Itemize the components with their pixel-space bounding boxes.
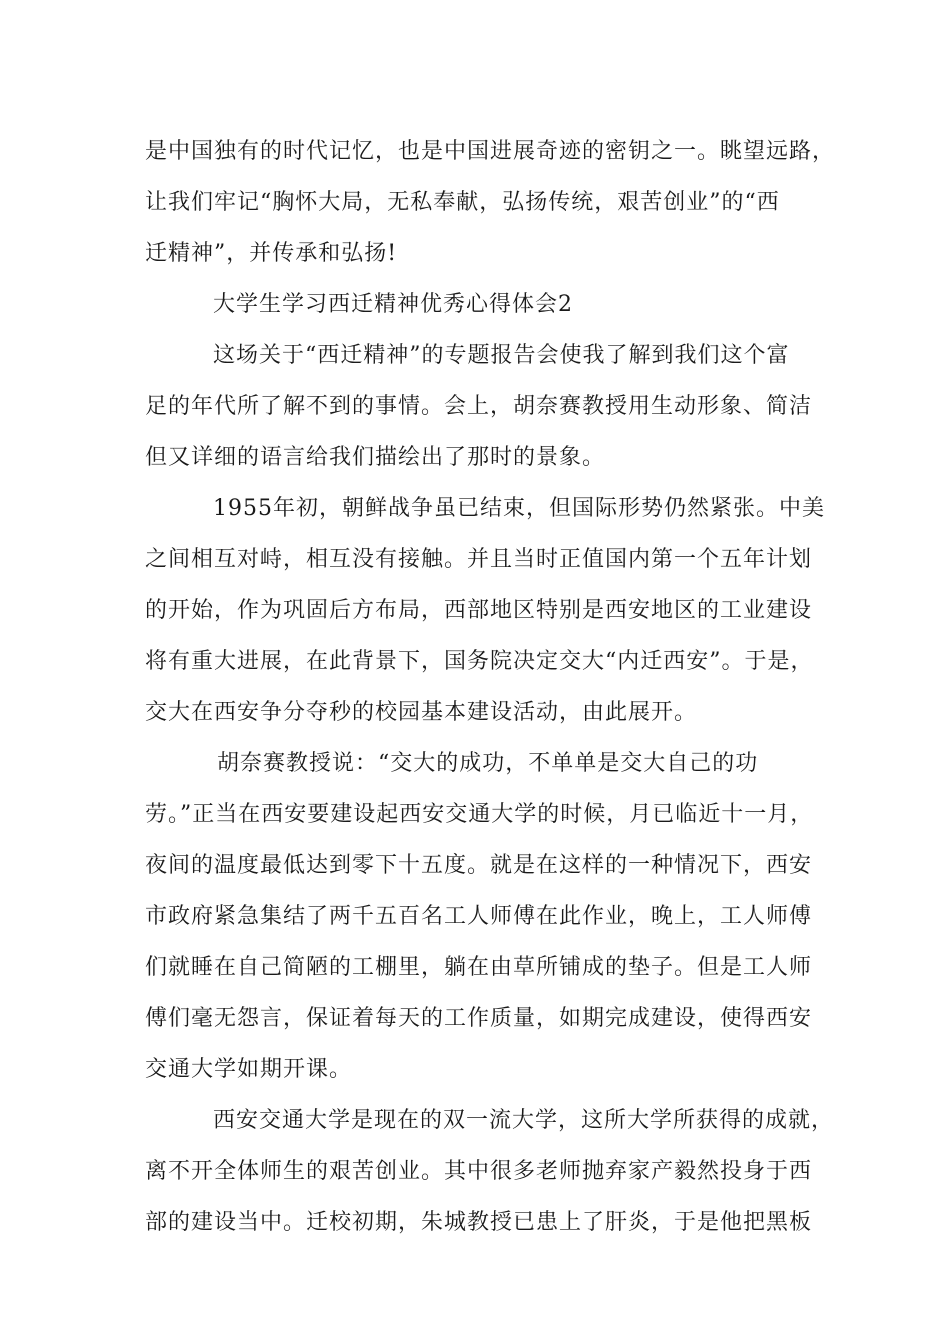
text-line-1: 是中国独有的时代记忆，也是中国进展奇迹的密钥之一。眺望远路， — [145, 139, 836, 164]
text-line-22: 部的建设当中。迁校初期，朱城教授已患上了肝炎，于是他把黑板 — [145, 1210, 813, 1235]
text-line-19: 交通大学如期开课。 — [145, 1057, 353, 1082]
text-line-15: 夜间的温度最低达到零下十五度。就是在这样的一种情况下，西安 — [145, 853, 813, 878]
text-line-13: 胡奈赛教授说：“交大的成功，不单单是交大自己的功 — [217, 751, 759, 776]
text-line-3: 迁精神”，并传承和弘扬! — [145, 241, 398, 266]
text-line-11: 将有重大进展，在此背景下，国务院决定交大“内迁西安”。于是， — [145, 649, 814, 674]
text-line-12: 交大在西安争分夺秒的校园基本建设活动，由此展开。 — [145, 700, 698, 725]
text-line-5: 这场关于“西迁精神”的专题报告会使我了解到我们这个富 — [213, 343, 790, 368]
text-line-14: 劳。”正当在西安要建设起西安交通大学的时候，月已临近十一月， — [145, 802, 814, 827]
text-line-6: 足的年代所了解不到的事情。会上，胡奈赛教授用生动形象、简洁 — [145, 394, 813, 419]
text-line-9: 之间相互对峙，相互没有接触。并且当时正值国内第一个五年计划 — [145, 547, 813, 572]
text-line-2: 让我们牢记“胸怀大局，无私奉献，弘扬传统，艰苦创业”的“西 — [145, 190, 780, 215]
text-line-20: 西安交通大学是现在的双一流大学，这所大学所获得的成就， — [213, 1108, 835, 1133]
text-line-21: 离不开全体师生的艰苦创业。其中很多老师抛弃家产毅然投身于西 — [145, 1159, 813, 1184]
text-line-16: 市政府紧急集结了两千五百名工人师傅在此作业，晚上，工人师傅 — [145, 904, 813, 929]
text-line-7: 但又详细的语言给我们描绘出了那时的景象。 — [145, 445, 606, 470]
text-line-10: 的开始，作为巩固后方布局，西部地区特别是西安地区的工业建设 — [145, 598, 813, 623]
text-line-8: 1955年初，朝鲜战争虽已结束，但国际形势仍然紧张。中美 — [213, 496, 825, 521]
text-line-18: 傅们毫无怨言，保证着每天的工作质量，如期完成建设，使得西安 — [145, 1006, 813, 1031]
text-line-17: 们就睡在自己简陋的工棚里，躺在由草所铺成的垫子。但是工人师 — [145, 955, 813, 980]
section-heading: 大学生学习西迁精神优秀心得体会2 — [213, 292, 573, 317]
document-body — [145, 126, 836, 1248]
